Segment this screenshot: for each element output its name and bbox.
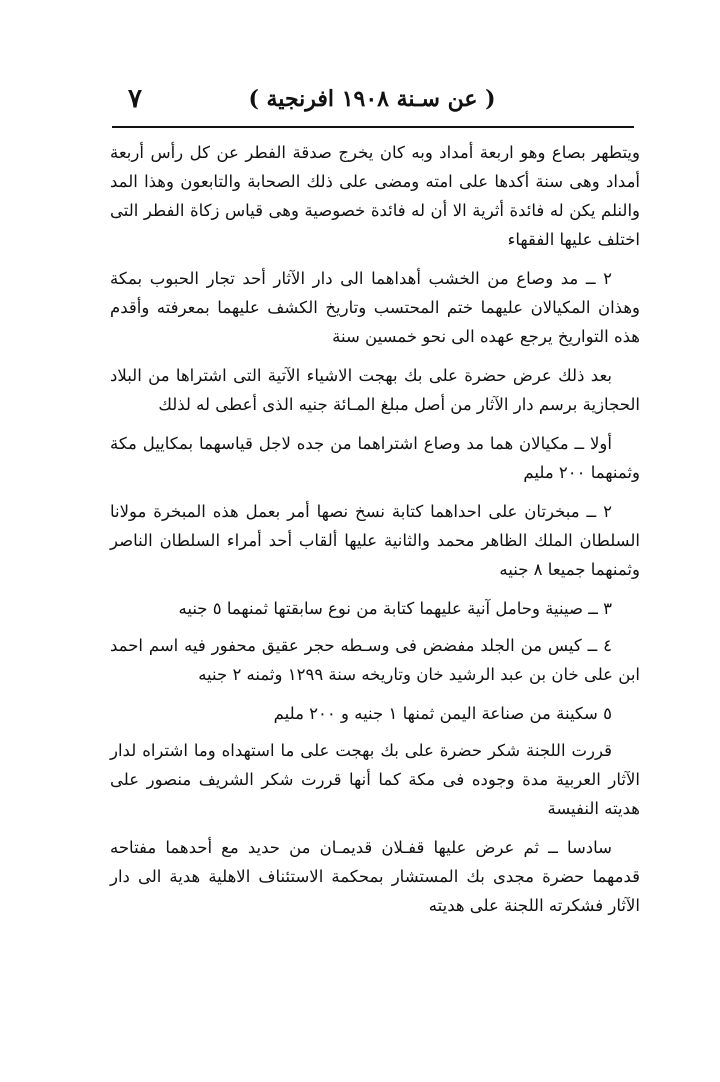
running-title: ( عن سـنة ١٩٠٨ افرنجية ) bbox=[248, 86, 496, 112]
paragraph-item-knife: ٥ سكينة من صناعة اليمن ثمنها ١ جنيه و ٢٠٠ مليم bbox=[273, 704, 612, 723]
body-text bbox=[110, 138, 640, 930]
paragraph-committee-thanks: قررت اللجنة شكر حضرة على بك بهجت على ما استهداه وما اشتراه لدار الآثار العربية مدة وجوده فى مكة كما أنها قررت شكر الشريف منصور على هديته النفيسة bbox=[110, 741, 640, 818]
paragraph-measures-intro: ويتطهر بصاع وهو اربعة أمداد وبه كان يخرج صدقة الفطر عن كل رأس أربعة أمداد وهى سنة أكدها على امته ومضى على ذلك الصحابة والتابعون وهذا المد والنلم يكن له فائدة أثرية الا أن له فائدة خصوصية وهى قياس زكاة الفطر التى اختلف عليها الفقهاء bbox=[110, 143, 640, 249]
page-number: ٧ bbox=[128, 84, 142, 114]
header-divider bbox=[112, 126, 634, 128]
paragraph-wooden-measures: ٢ ــ مد وصاع من الخشب أهداهما الى دار الآثار أحد تجار الحبوب بمكة وهذان المكيالان عليهما ختم المحتسب وتاريخ الكشف عليهما بمعرفته وأقدم هذه التواريخ يرجع عهده الى نحو خمسين سنة bbox=[110, 269, 640, 346]
paragraph-locks-gift: سادسا ــ ثم عرض عليها قفـلان قديمـان من حديد مع أحدهما مفتاحه قدمهما حضرة مجدى بك المستشار بمحكمة الاستئناف الاهلية هدية الى دار الآثار فشكرته اللجنة على هديته bbox=[110, 838, 640, 915]
page-header bbox=[112, 86, 632, 122]
paragraph-item-pouch: ٤ ــ كيس من الجلد مفضض فى وسـطه حجر عقيق محفور فيه اسم احمد ابن على خان بن عبد الرشيد خان وتاريخه سنة ١٢٩٩ وثمنه ٢ جنيه bbox=[110, 636, 640, 684]
paragraph-item-censers: ٢ ــ مبخرتان على احداهما كتابة نسخ نصها أمر بعمل هذه المبخرة مولانا السلطان الملك الظاهر محمد والثانية عليها ألقاب أحد أمراء السلطان الناصر وثمنهما جميعا ٨ جنيه bbox=[110, 502, 640, 579]
paragraph-item-first: أولا ــ مكيالان هما مد وصاع اشتراهما من جده لاجل قياسهما بمكاييل مكة وثمنهما ٢٠٠ مليم bbox=[110, 434, 640, 482]
paragraph-item-tray: ٣ ــ صينية وحامل آنية عليهما كتابة من نوع سابقتها ثمنهما ٥ جنيه bbox=[178, 599, 612, 618]
paragraph-purchases-intro: بعد ذلك عرض حضرة على بك بهجت الاشياء الآتية التى اشتراها من البلاد الحجازية برسم دار الآثار من أصل مبلغ المـائة جنيه الذى أعطى له لذلك bbox=[110, 366, 640, 414]
